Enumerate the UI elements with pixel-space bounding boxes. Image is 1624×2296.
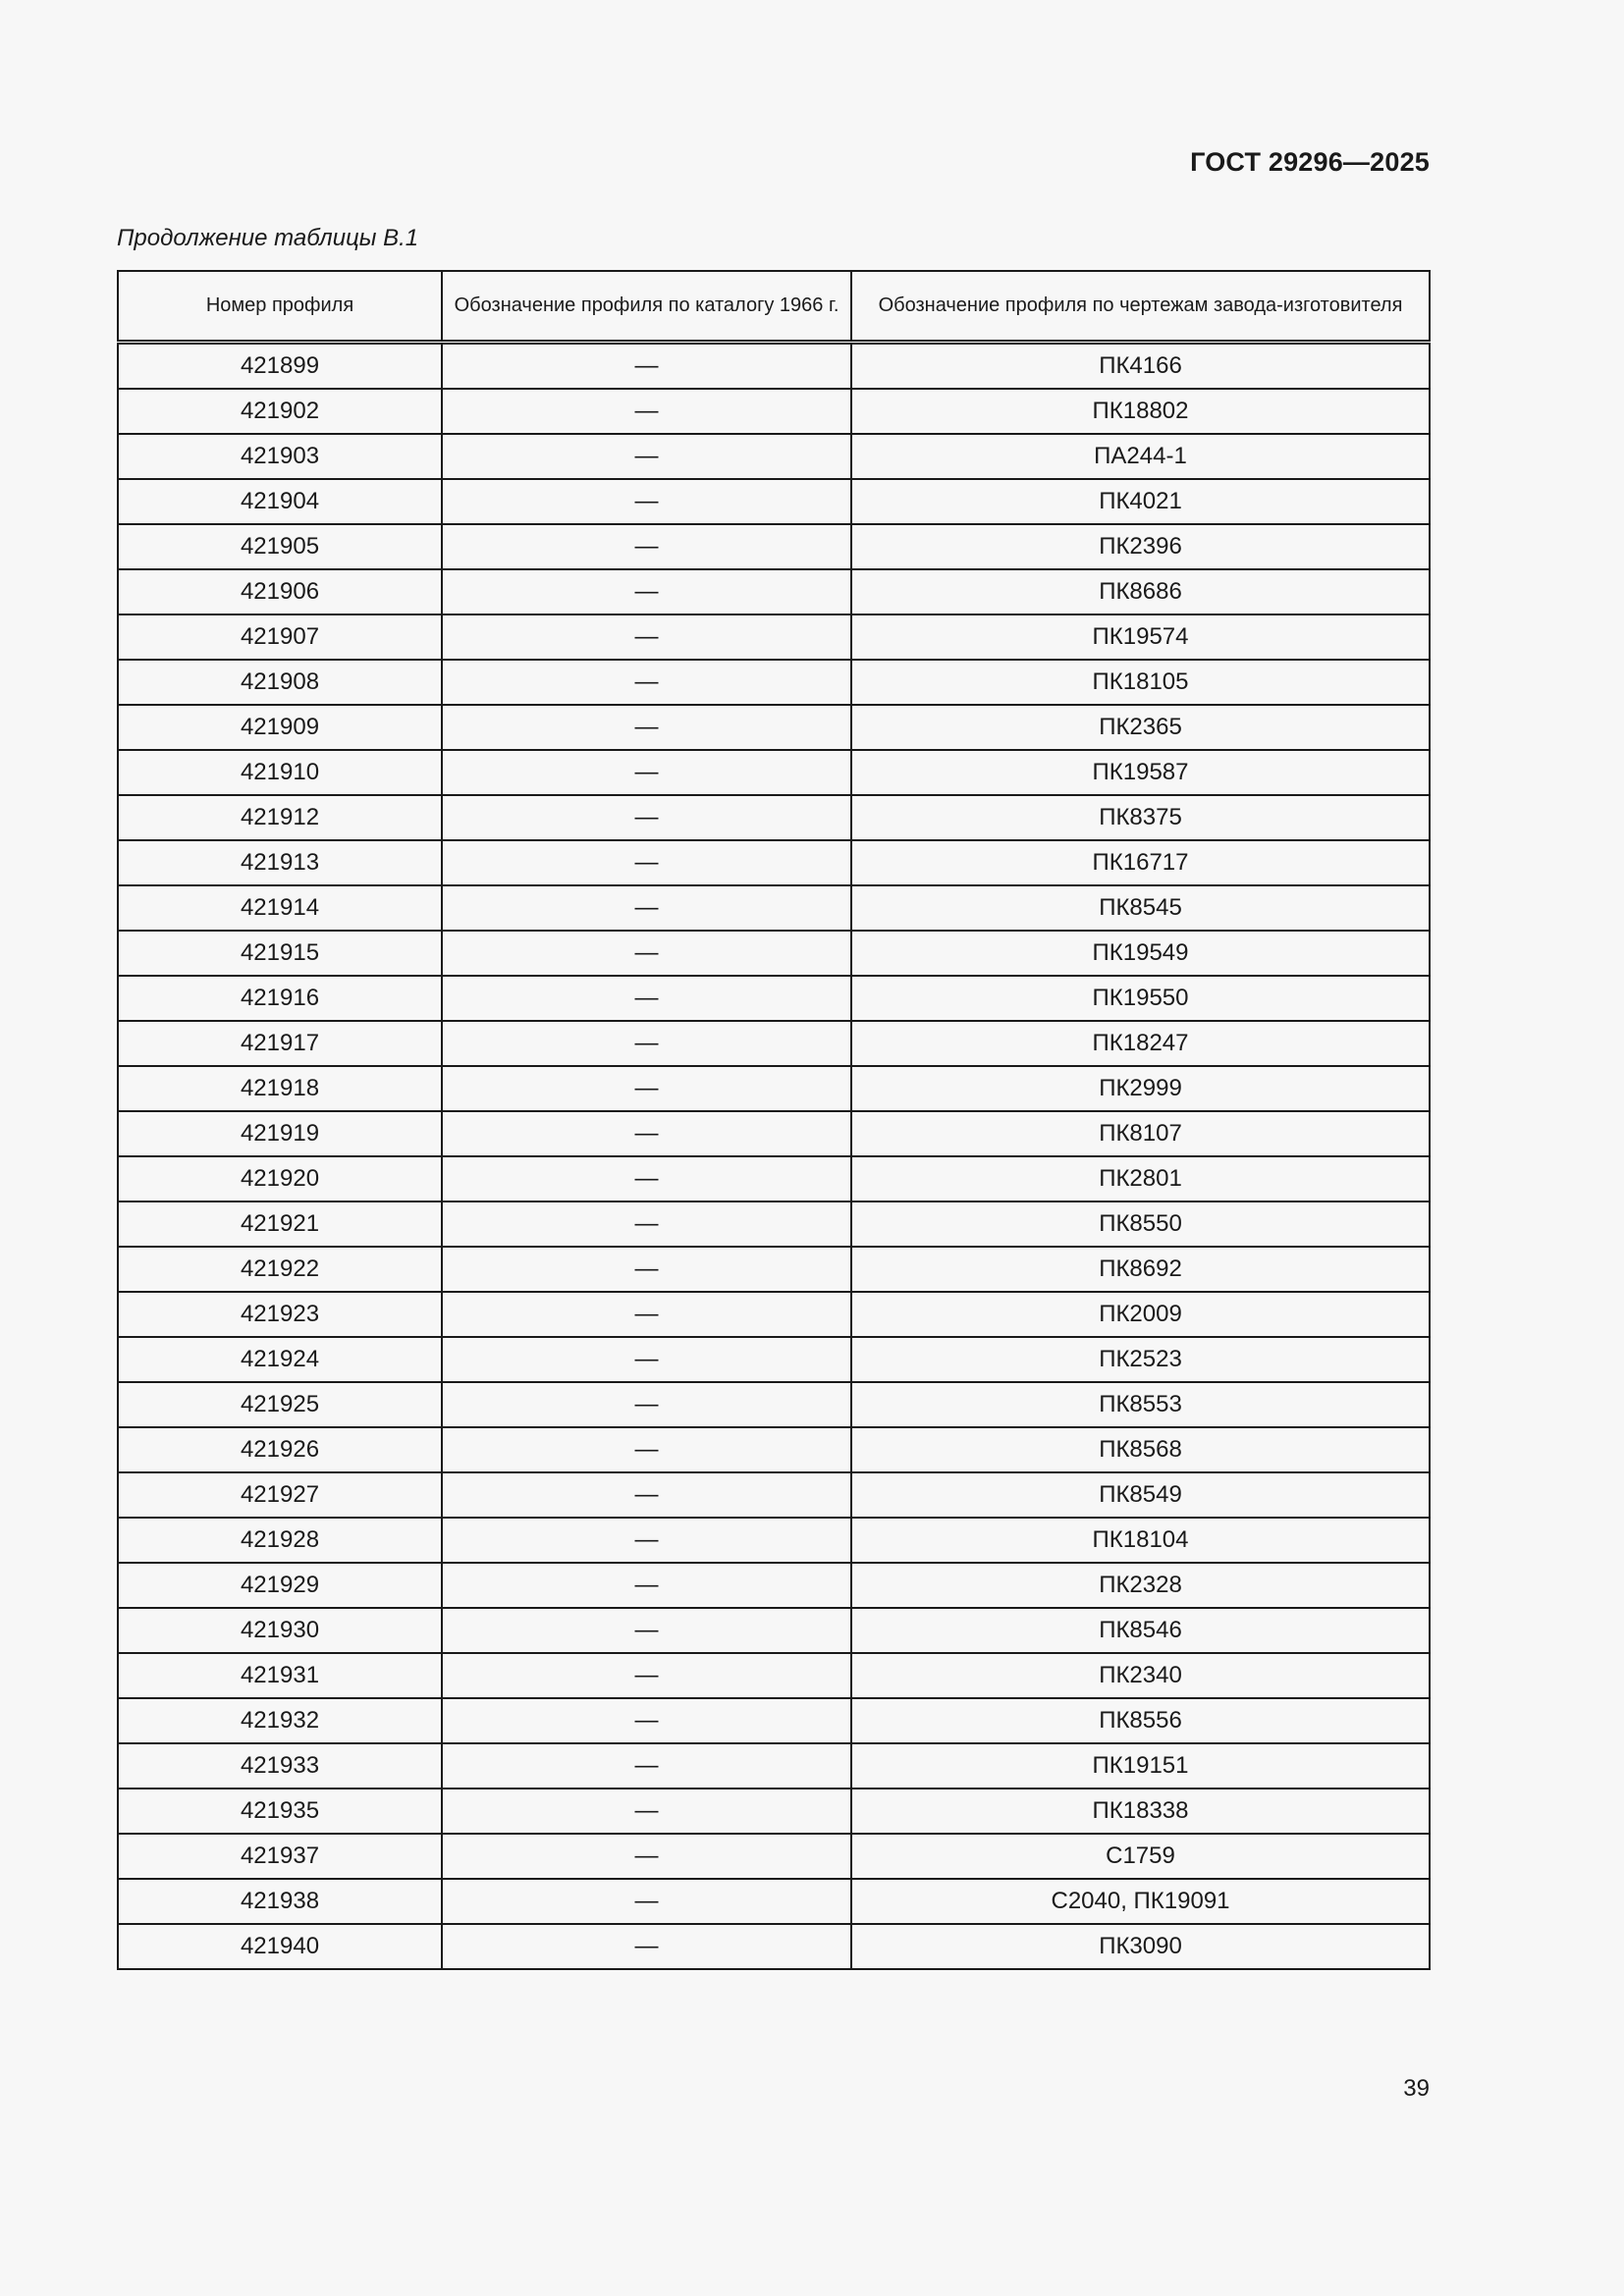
table-row: [118, 885, 1430, 931]
cell-catalog-1966: —: [442, 1292, 851, 1337]
cell-factory-drawing: ПК19574: [851, 614, 1430, 660]
cell-catalog-1966: —: [442, 1789, 851, 1834]
table-row: [118, 389, 1430, 434]
cell-profile-number: 421905: [118, 524, 442, 569]
table-row: [118, 1292, 1430, 1337]
table-row: [118, 1608, 1430, 1653]
cell-profile-number: 421904: [118, 479, 442, 524]
cell-factory-drawing: ПК8546: [851, 1608, 1430, 1653]
cell-catalog-1966: —: [442, 1653, 851, 1698]
cell-catalog-1966: —: [442, 1111, 851, 1156]
cell-catalog-1966: —: [442, 1021, 851, 1066]
cell-factory-drawing: ПК19151: [851, 1743, 1430, 1789]
cell-profile-number: 421917: [118, 1021, 442, 1066]
cell-catalog-1966: —: [442, 1247, 851, 1292]
cell-factory-drawing: С2040, ПК19091: [851, 1879, 1430, 1924]
cell-profile-number: 421907: [118, 614, 442, 660]
cell-factory-drawing: ПК8553: [851, 1382, 1430, 1427]
cell-catalog-1966: —: [442, 931, 851, 976]
cell-catalog-1966: —: [442, 1743, 851, 1789]
cell-factory-drawing: ПК8545: [851, 885, 1430, 931]
cell-catalog-1966: —: [442, 1156, 851, 1201]
cell-catalog-1966: —: [442, 705, 851, 750]
cell-profile-number: 421916: [118, 976, 442, 1021]
cell-profile-number: 421929: [118, 1563, 442, 1608]
table-row: [118, 1201, 1430, 1247]
table-row: [118, 660, 1430, 705]
page-number: 39: [1403, 2075, 1430, 2102]
table-row: [118, 1834, 1430, 1879]
cell-profile-number: 421906: [118, 569, 442, 614]
table-row: [118, 1743, 1430, 1789]
table-row: [118, 1924, 1430, 1969]
cell-factory-drawing: ПК8550: [851, 1201, 1430, 1247]
table-row: [118, 1427, 1430, 1472]
cell-profile-number: 421902: [118, 389, 442, 434]
table-row: [118, 524, 1430, 569]
cell-profile-number: 421927: [118, 1472, 442, 1518]
cell-factory-drawing: ПК8568: [851, 1427, 1430, 1472]
table-caption: Продолжение таблицы В.1: [117, 225, 419, 251]
cell-factory-drawing: ПК18104: [851, 1518, 1430, 1563]
table-header: [118, 271, 1430, 343]
cell-factory-drawing: ПК3090: [851, 1924, 1430, 1969]
table-row: [118, 840, 1430, 885]
cell-factory-drawing: ПК19549: [851, 931, 1430, 976]
cell-factory-drawing: ПК4166: [851, 343, 1430, 390]
table-row: [118, 1066, 1430, 1111]
table-row: [118, 434, 1430, 479]
cell-factory-drawing: ПК2340: [851, 1653, 1430, 1698]
cell-profile-number: 421940: [118, 1924, 442, 1969]
cell-factory-drawing: ПК18802: [851, 389, 1430, 434]
cell-catalog-1966: —: [442, 1427, 851, 1472]
table-row: [118, 1698, 1430, 1743]
cell-factory-drawing: ПК4021: [851, 479, 1430, 524]
table-row: [118, 1518, 1430, 1563]
table-row: [118, 931, 1430, 976]
column-header-catalog-1966: Обозначение профиля по каталогу 1966 г.: [442, 271, 851, 343]
table-row: [118, 1472, 1430, 1518]
cell-profile-number: 421925: [118, 1382, 442, 1427]
cell-catalog-1966: —: [442, 1472, 851, 1518]
cell-catalog-1966: —: [442, 1924, 851, 1969]
cell-catalog-1966: —: [442, 1066, 851, 1111]
cell-profile-number: 421924: [118, 1337, 442, 1382]
cell-profile-number: 421920: [118, 1156, 442, 1201]
cell-profile-number: 421910: [118, 750, 442, 795]
table-row: [118, 1563, 1430, 1608]
cell-catalog-1966: —: [442, 1879, 851, 1924]
cell-catalog-1966: —: [442, 1337, 851, 1382]
cell-profile-number: 421923: [118, 1292, 442, 1337]
cell-profile-number: 421928: [118, 1518, 442, 1563]
cell-catalog-1966: —: [442, 750, 851, 795]
table-header-row: [118, 271, 1430, 343]
cell-factory-drawing: ПК18105: [851, 660, 1430, 705]
cell-profile-number: 421935: [118, 1789, 442, 1834]
cell-profile-number: 421933: [118, 1743, 442, 1789]
table-row: [118, 1111, 1430, 1156]
cell-profile-number: 421909: [118, 705, 442, 750]
cell-factory-drawing: ПК18247: [851, 1021, 1430, 1066]
cell-profile-number: 421922: [118, 1247, 442, 1292]
cell-factory-drawing: ПА244-1: [851, 434, 1430, 479]
cell-profile-number: 421914: [118, 885, 442, 931]
cell-profile-number: 421913: [118, 840, 442, 885]
cell-catalog-1966: —: [442, 524, 851, 569]
cell-factory-drawing: ПК19550: [851, 976, 1430, 1021]
table-row: [118, 1789, 1430, 1834]
table-row: [118, 795, 1430, 840]
cell-profile-number: 421903: [118, 434, 442, 479]
cell-catalog-1966: —: [442, 1563, 851, 1608]
table-row: [118, 1156, 1430, 1201]
column-header-factory-drawing: Обозначение профиля по чертежам завода-изготовителя: [851, 271, 1430, 343]
cell-catalog-1966: —: [442, 343, 851, 390]
table-row: [118, 1879, 1430, 1924]
cell-profile-number: 421931: [118, 1653, 442, 1698]
cell-factory-drawing: ПК16717: [851, 840, 1430, 885]
cell-profile-number: 421899: [118, 343, 442, 390]
table-row: [118, 614, 1430, 660]
profile-table: [117, 270, 1431, 1970]
cell-factory-drawing: ПК19587: [851, 750, 1430, 795]
cell-profile-number: 421919: [118, 1111, 442, 1156]
cell-catalog-1966: —: [442, 1518, 851, 1563]
cell-factory-drawing: С1759: [851, 1834, 1430, 1879]
cell-factory-drawing: ПК8107: [851, 1111, 1430, 1156]
cell-profile-number: 421937: [118, 1834, 442, 1879]
cell-catalog-1966: —: [442, 389, 851, 434]
cell-catalog-1966: —: [442, 1382, 851, 1427]
cell-factory-drawing: ПК8692: [851, 1247, 1430, 1292]
cell-factory-drawing: ПК8556: [851, 1698, 1430, 1743]
cell-catalog-1966: —: [442, 614, 851, 660]
table-row: [118, 705, 1430, 750]
table-row: [118, 750, 1430, 795]
cell-factory-drawing: ПК18338: [851, 1789, 1430, 1834]
cell-factory-drawing: ПК2999: [851, 1066, 1430, 1111]
cell-catalog-1966: —: [442, 1698, 851, 1743]
table-row: [118, 1653, 1430, 1698]
table-row: [118, 1337, 1430, 1382]
cell-profile-number: 421930: [118, 1608, 442, 1653]
cell-factory-drawing: ПК2328: [851, 1563, 1430, 1608]
table-row: [118, 479, 1430, 524]
cell-catalog-1966: —: [442, 434, 851, 479]
cell-profile-number: 421921: [118, 1201, 442, 1247]
cell-profile-number: 421938: [118, 1879, 442, 1924]
table-row: [118, 1382, 1430, 1427]
table-row: [118, 1021, 1430, 1066]
cell-profile-number: 421912: [118, 795, 442, 840]
cell-factory-drawing: ПК8375: [851, 795, 1430, 840]
cell-profile-number: 421926: [118, 1427, 442, 1472]
cell-factory-drawing: ПК2396: [851, 524, 1430, 569]
cell-catalog-1966: —: [442, 569, 851, 614]
cell-profile-number: 421932: [118, 1698, 442, 1743]
cell-catalog-1966: —: [442, 795, 851, 840]
cell-factory-drawing: ПК2009: [851, 1292, 1430, 1337]
cell-profile-number: 421915: [118, 931, 442, 976]
cell-factory-drawing: ПК2801: [851, 1156, 1430, 1201]
cell-catalog-1966: —: [442, 976, 851, 1021]
table-row: [118, 569, 1430, 614]
table-row: [118, 976, 1430, 1021]
table-row: [118, 343, 1430, 390]
document-code: ГОСТ 29296—2025: [1190, 147, 1430, 177]
cell-catalog-1966: —: [442, 885, 851, 931]
table-body: [118, 343, 1430, 1970]
column-header-profile-number: Номер профиля: [118, 271, 442, 343]
cell-catalog-1966: —: [442, 1834, 851, 1879]
cell-profile-number: 421918: [118, 1066, 442, 1111]
cell-catalog-1966: —: [442, 1201, 851, 1247]
cell-factory-drawing: ПК2523: [851, 1337, 1430, 1382]
cell-catalog-1966: —: [442, 660, 851, 705]
cell-factory-drawing: ПК2365: [851, 705, 1430, 750]
cell-factory-drawing: ПК8549: [851, 1472, 1430, 1518]
table-row: [118, 1247, 1430, 1292]
cell-factory-drawing: ПК8686: [851, 569, 1430, 614]
cell-profile-number: 421908: [118, 660, 442, 705]
cell-catalog-1966: —: [442, 479, 851, 524]
cell-catalog-1966: —: [442, 840, 851, 885]
cell-catalog-1966: —: [442, 1608, 851, 1653]
